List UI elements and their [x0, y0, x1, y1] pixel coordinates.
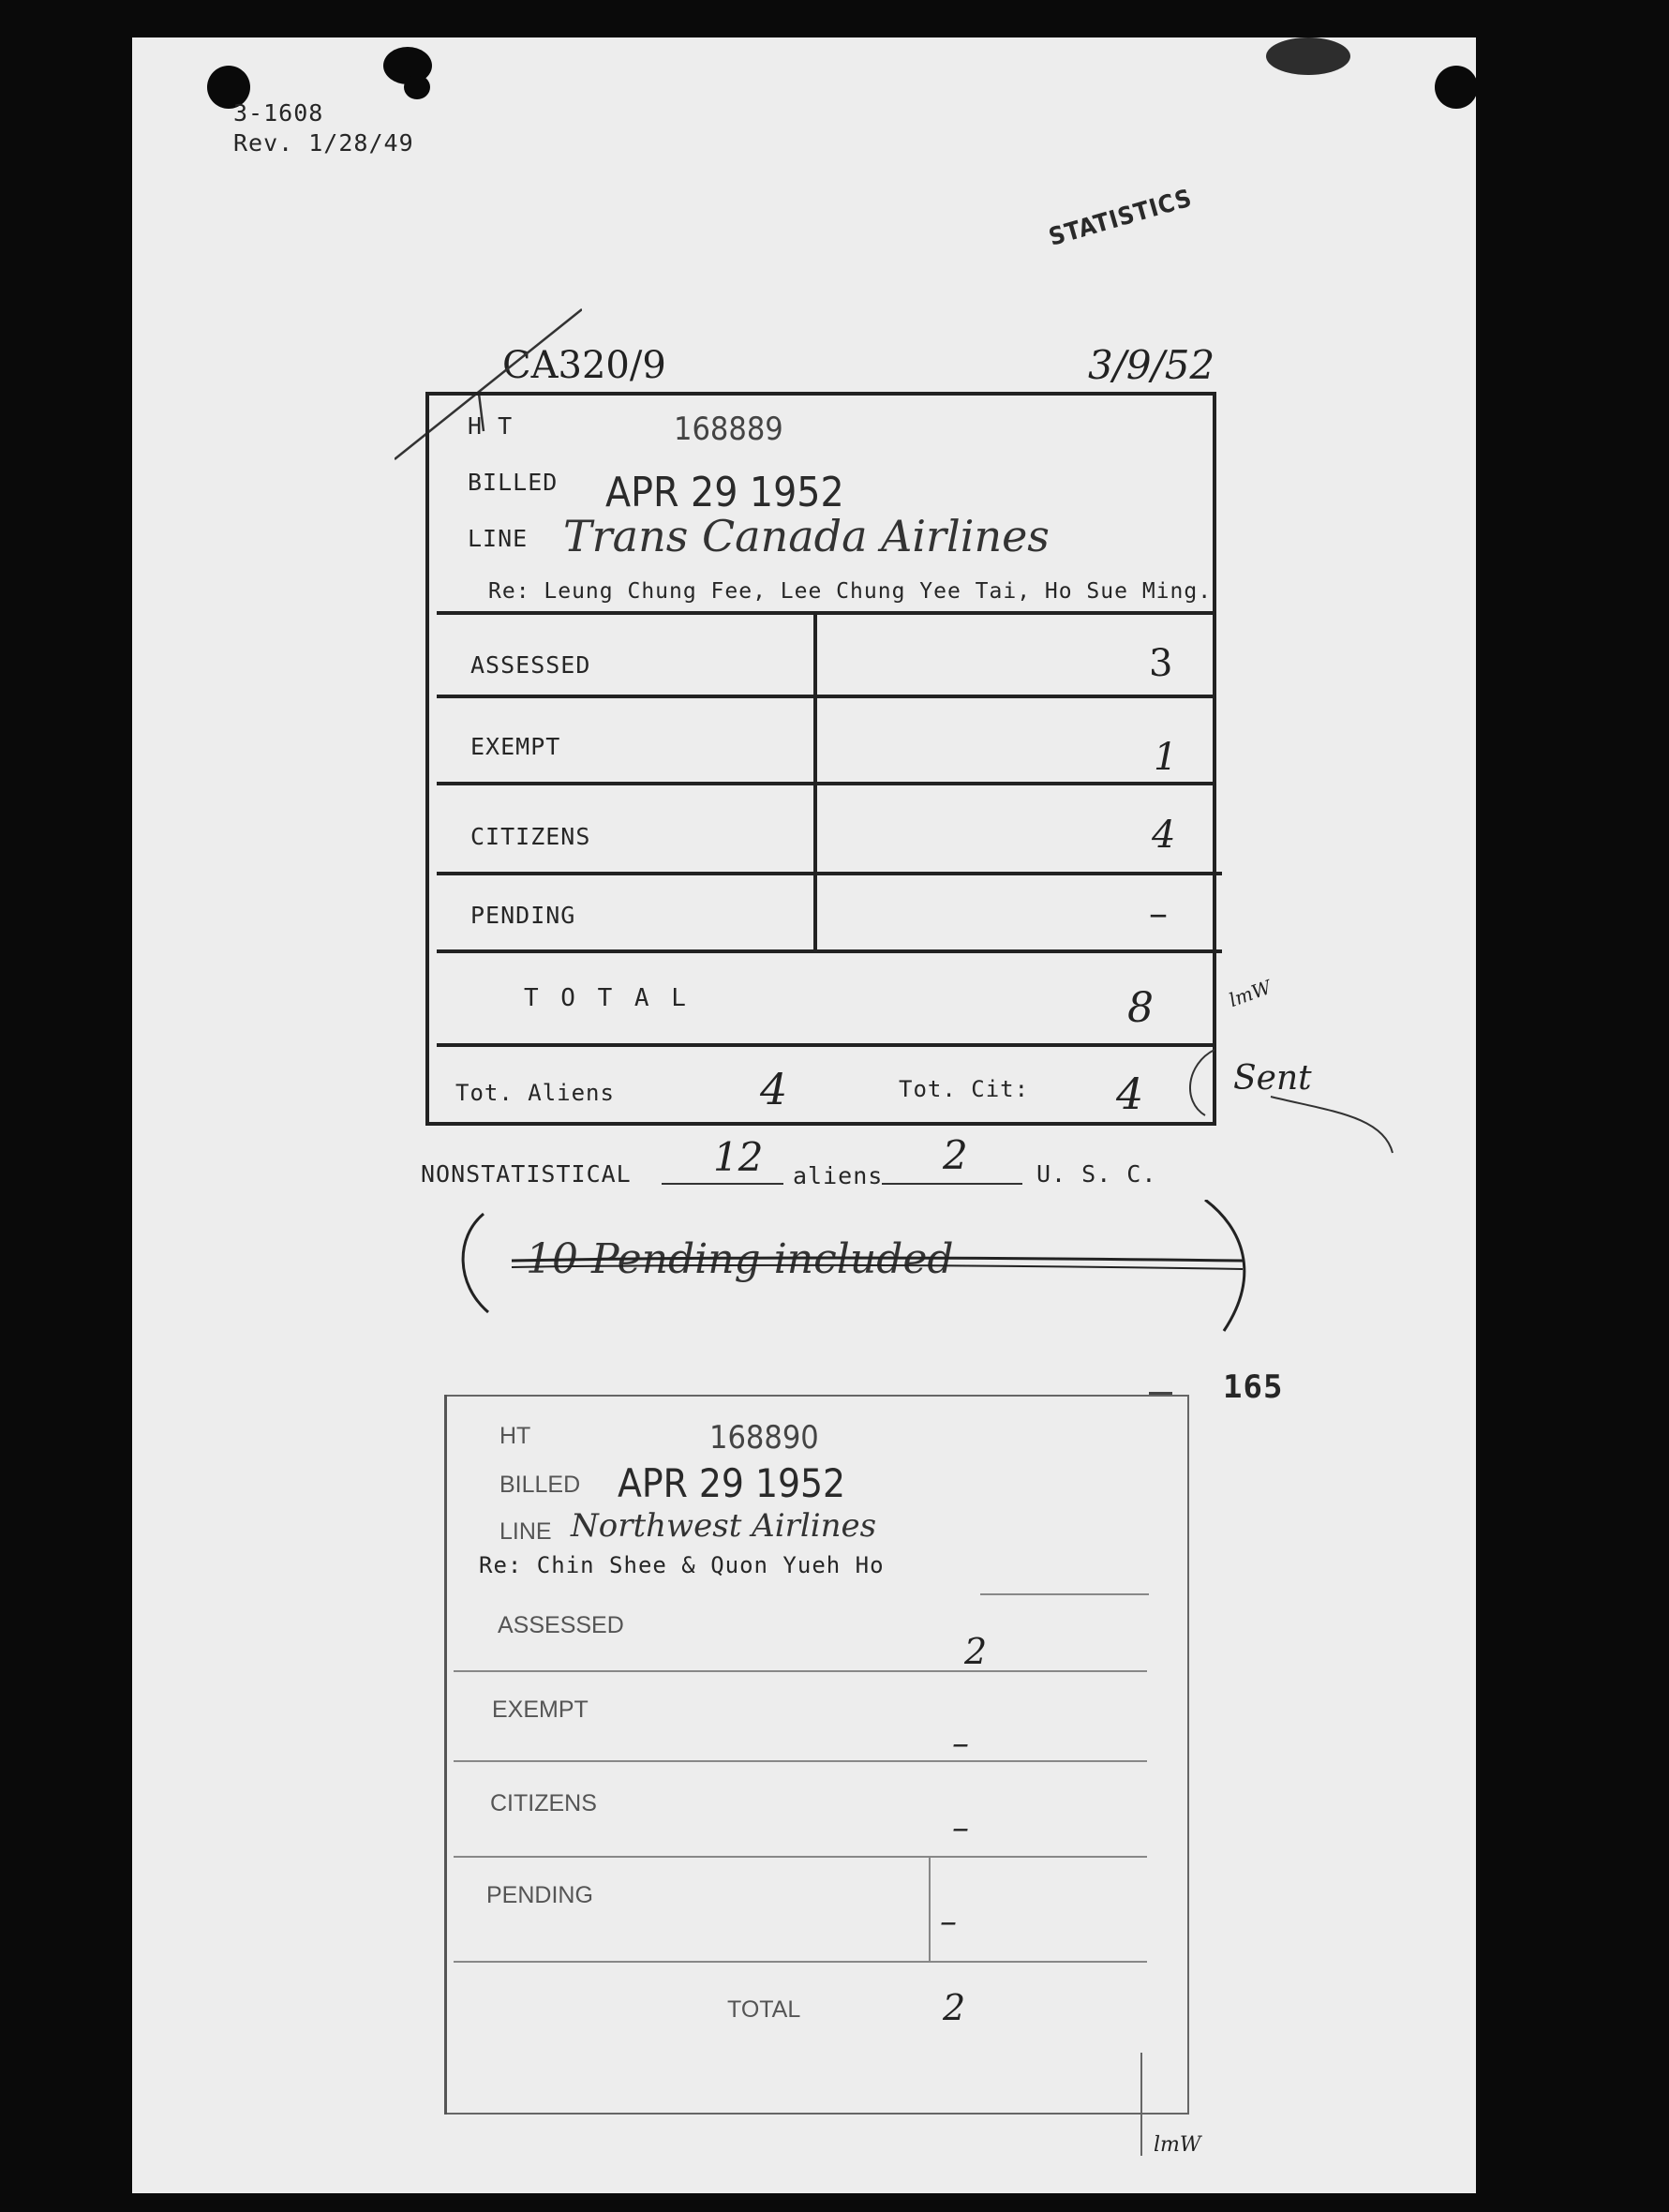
- card1-line-label: LINE: [468, 525, 529, 552]
- card1-total-value: 8: [1127, 984, 1154, 1032]
- card2-line-value: Northwest Airlines: [571, 1507, 877, 1545]
- card2-row-assessed-value: 2: [964, 1631, 988, 1672]
- card2-rule-1: [980, 1593, 1149, 1595]
- card1-billed-label: BILLED: [468, 469, 559, 496]
- card1-tot-cit-label: Tot. Cit:: [899, 1076, 1030, 1102]
- card2-row-exempt-label: EXEMPT: [492, 1696, 589, 1723]
- card1-rule-4: [437, 949, 1222, 953]
- card2-row-exempt-value: –: [952, 1725, 969, 1763]
- card1-column-divider: [813, 611, 817, 949]
- nonstat-aliens-label: aliens: [793, 1162, 884, 1189]
- card1-line-value: Trans Canada Airlines: [563, 511, 1050, 561]
- card2-rule-5: [454, 1961, 1147, 1963]
- struck-note-overlay: [455, 1200, 1280, 1340]
- card2-billed-date: APR 29 1952: [618, 1460, 846, 1506]
- card2-initials: lmW: [1154, 2133, 1201, 2157]
- card2-total-value: 2: [943, 1987, 966, 2028]
- nonstat-label: NONSTATISTICAL: [421, 1160, 632, 1188]
- form-number: 3-1608: [233, 99, 324, 127]
- nonstat-aliens-value: 12: [713, 1134, 764, 1180]
- card1-re-line: Re: Leung Chung Fee, Lee Chung Yee Tai, Ho Sue Ming.: [488, 579, 1213, 604]
- card2-rule-2: [454, 1670, 1147, 1672]
- card1-row-citizens-label: CITIZENS: [470, 823, 591, 850]
- struck-note: 10 Pending included: [526, 1235, 954, 1283]
- card2-line-label: LINE: [499, 1518, 552, 1545]
- card1-row-exempt-label: EXEMPT: [470, 733, 561, 760]
- card2-total-label: TOTAL: [727, 1996, 801, 2023]
- card1-rule-1: [437, 695, 1216, 698]
- card2-row-assessed-label: ASSESSED: [498, 1612, 624, 1638]
- card1-row-pending-label: PENDING: [470, 902, 576, 929]
- handwritten-date: 3/9/52: [1088, 342, 1215, 388]
- card2-rule-3: [454, 1760, 1147, 1762]
- card2-ht-number: 168890: [709, 1419, 819, 1457]
- card1-rule-3: [437, 872, 1222, 875]
- card1-tot-cit-value: 4: [1116, 1069, 1144, 1119]
- punch-hole-right: [1435, 66, 1476, 109]
- card1-row-exempt-value: 1: [1154, 736, 1178, 779]
- card2-row-citizens-label: CITIZENS: [490, 1790, 597, 1816]
- card1-rule-top: [437, 611, 1216, 615]
- card2-column-divider: [929, 1856, 931, 1961]
- card2-billed-label: BILLED: [499, 1472, 581, 1498]
- card2-re-line: Re: Chin Shee & Quon Yueh Ho: [479, 1552, 885, 1578]
- card1-row-citizens-value: 4: [1152, 814, 1176, 857]
- ink-blot: [1266, 37, 1350, 75]
- card2-row-pending-value: –: [940, 1903, 957, 1941]
- card2-left-edge: [444, 1395, 447, 2115]
- file-reference: CA320/9: [502, 344, 666, 387]
- punch-hole-middle-2: [404, 75, 430, 99]
- card1-tot-aliens-label: Tot. Aliens: [455, 1080, 615, 1106]
- card1-row-pending-value: –: [1149, 892, 1168, 935]
- statistics-stamp: STATISTICS: [1046, 184, 1196, 252]
- card1-margin-note: Sent: [1233, 1059, 1312, 1098]
- form-revision: Rev. 1/28/49: [233, 129, 414, 157]
- card2-rule-4: [454, 1856, 1147, 1858]
- card2-row-citizens-value: –: [952, 1809, 969, 1847]
- nonstat-usc-underline: [882, 1183, 1022, 1185]
- page-number: 165: [1223, 1368, 1284, 1406]
- card1-billed-date: APR 29 1952: [605, 469, 844, 516]
- card2-row-pending-label: PENDING: [486, 1882, 593, 1908]
- card1-rule-2: [437, 782, 1216, 785]
- card1-row-assessed-value: 3: [1149, 642, 1173, 685]
- nonstat-aliens-underline: [662, 1183, 783, 1185]
- card1-tot-aliens-value: 4: [760, 1064, 788, 1114]
- card1-total-label: T O T A L: [524, 984, 690, 1012]
- nonstat-usc-value: 2: [943, 1132, 968, 1178]
- card1-ht-number: 168889: [674, 411, 783, 448]
- card2-ht-label: HT: [499, 1423, 531, 1449]
- card1-rule-5: [437, 1043, 1216, 1047]
- nonstat-usc-label: U. S. C.: [1036, 1160, 1157, 1188]
- card1-row-assessed-label: ASSESSED: [470, 651, 591, 679]
- card1-initials: lmW: [1226, 975, 1274, 1012]
- card2-right-edge: [1140, 2053, 1142, 2156]
- document-page: [132, 37, 1476, 2193]
- margin-note-strokes: [1177, 1045, 1402, 1176]
- card1-ht-label: H T: [468, 412, 514, 440]
